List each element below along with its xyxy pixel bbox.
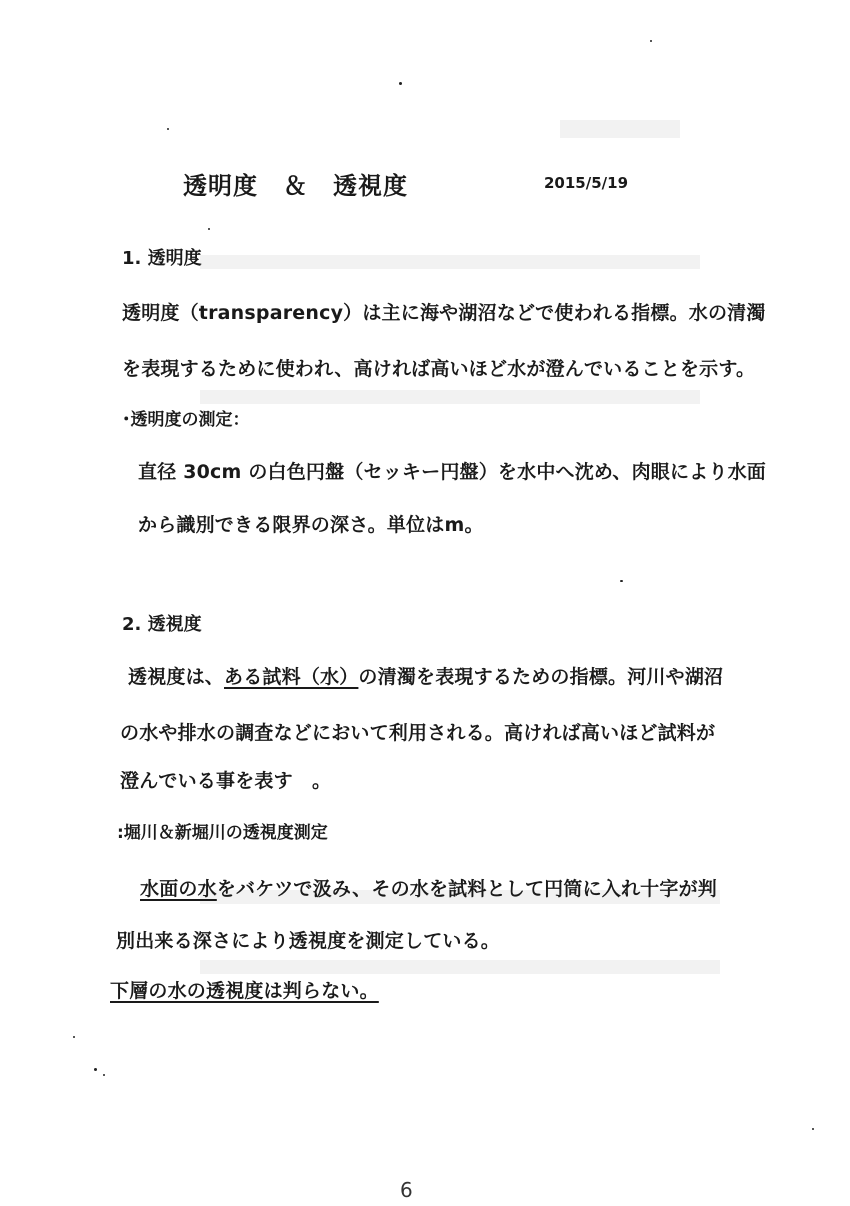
show-through-block [200,390,700,404]
section-2-paragraph-text: の清濁を表現するための指標。河川や湖沼 [358,666,724,688]
section-1-heading: 1. 透明度 [122,248,202,269]
section-2-paragraph-line: 澄んでいる事を表す 。 [120,770,332,792]
scan-speck [208,228,210,230]
section-2-heading: 2. 透視度 [122,614,202,635]
section-2-paragraph-line [128,662,723,689]
section-1-paragraph-line: を表現するために使われ、高ければ高いほど水が澄んでいることを示す。 [122,358,756,380]
show-through-block [560,120,680,138]
horikawa-measurement-line: 別出来る深さにより透視度を測定している。 [116,930,501,952]
scan-speck [650,40,652,42]
horikawa-measurement-line [140,874,717,901]
section-2-paragraph-text: 透視度は、 [128,666,225,688]
section-1-paragraph-line: 透明度（transparency）は主に海や湖沼などで使われる指標。水の清濁 [122,302,766,324]
transparency-measurement-heading: ･透明度の測定： [122,410,250,430]
scan-speck [167,128,169,130]
scan-speck [812,1128,814,1130]
transparency-measurement-line: 直径 30cm の白色円盤（セッキー円盤）を水中へ沈め、肉眼により水面 [138,461,766,483]
transparency-measurement-line: から識別できる限界の深さ。単位はm。 [138,514,484,536]
document-date: 2015/5/19 [544,174,629,192]
scan-speck [103,1074,105,1076]
document-title: 透明度 ＆ 透視度 [183,172,408,200]
show-through-block [200,960,720,974]
horikawa-measurement-text: をバケツで汲み、その水を試料として円筒に入れ十字が判 [216,878,717,900]
show-through-block [200,255,700,269]
section-2-paragraph-line: の水や排水の調査などにおいて利用される。高ければ高いほど試料が [120,722,716,744]
scan-speck [620,580,623,582]
scan-speck [94,1068,97,1071]
scan-speck [73,1036,75,1038]
sample-water-underlined: ある試料（水） [224,666,359,688]
horikawa-measurement-heading: :堀川＆新堀川の透視度測定 [117,823,328,843]
surface-water-underlined: 水面の水 [140,878,217,900]
lower-layer-note: 下層の水の透視度は判らない。 [110,980,379,1002]
scan-speck [399,82,402,85]
page-number: 6 [400,1178,413,1202]
